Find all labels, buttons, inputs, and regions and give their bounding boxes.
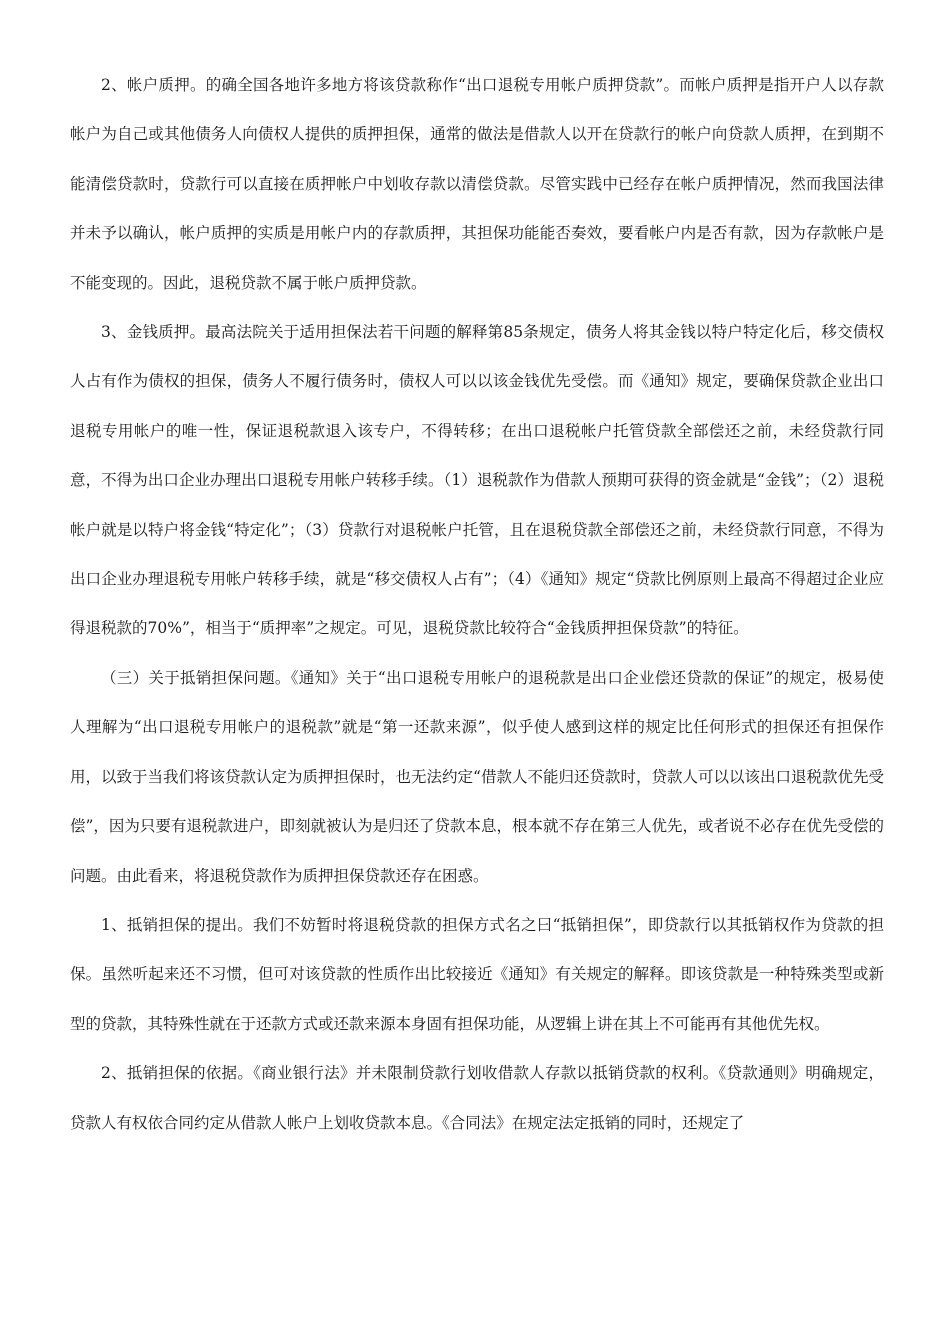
paragraph-set-off-proposal: 1、抵销担保的提出。我们不妨暂时将退税贷款的担保方式名之曰“抵销担保”，即贷款行以其抵销权作为贷款的担保。虽然听起来还不习惯，但可对该贷款的性质作出比较接近《通知》有关规定的解释。即该贷款是一种特殊类型或新型的贷款，其特殊性就在于还款方式或还款来源本身固有担保功能，从逻辑上讲在其上不可能再有其他优先权。	[70, 915, 884, 1033]
paragraph-account-pledge: 2、帐户质押。的确全国各地许多地方将该贷款称作“出口退税专用帐户质押贷款”。而帐户质押是指开户人以存款帐户为自己或其他债务人向债权人提供的质押担保，通常的做法是借款人以开在贷款行的帐户向贷款人质押，在到期不能清偿贷款时，贷款行可以直接在质押帐户中划收存款以清偿贷款。尽管实践中已经存在帐户质押情况，然而我国法律并未予以确认，帐户质押的实质是用帐户内的存款质押，其担保功能能否奏效，要看帐户内是否有款，因为存款帐户是不能变现的。因此，退税贷款不属于帐户质押贷款。	[70, 76, 884, 292]
document-body	[70, 61, 884, 1148]
paragraph-set-off-basis: 2、抵销担保的依据。《商业银行法》并未限制贷款行划收借款人存款以抵销贷款的权利。《贷款通则》明确规定，贷款人有权依合同约定从借款人帐户上划收贷款本息。《合同法》在规定法定抵销的同时，还规定了	[70, 1064, 884, 1132]
paragraph-set-off-guarantee-issue: （三）关于抵销担保问题。《通知》关于“出口退税专用帐户的退税款是出口企业偿还贷款的保证”的规定，极易使人理解为“出口退税专用帐户的退税款”就是“第一还款来源”，似乎使人感到这样的规定比任何形式的担保还有担保作用，以致于当我们将该贷款认定为质押担保时，也无法约定“借款人不能归还贷款时，贷款人可以以该出口退税款优先受偿”，因为只要有退税款进户，即刻就被认为是归还了贷款本息，根本就不存在第三人优先，或者说不必存在优先受偿的问题。由此看来，将退税贷款作为质押担保贷款还存在困惑。	[70, 668, 884, 885]
paragraph-money-pledge: 3、金钱质押。最高法院关于适用担保法若干问题的解释第85条规定，债务人将其金钱以特户特定化后，移交债权人占有作为债权的担保，债务人不履行债务时，债权人可以以该金钱优先受偿。而《通知》规定，要确保贷款企业出口退税专用帐户的唯一性，保证退税款退入该专户，不得转移；在出口退税帐户托管贷款全部偿还之前，未经贷款行同意，不得为出口企业办理出口退税专用帐户转移手续。（1）退税款作为借款人预期可获得的资金就是“金钱”；（2）退税帐户就是以特户将金钱“特定化”；（3）贷款行对退税帐户托管，且在退税贷款全部偿还之前，未经贷款行同意，不得为出口企业办理退税专用帐户转移手续，就是“移交债权人占有”；（4）《通知》规定“贷款比例原则上最高不得超过企业应得退税款的70%”，相当于“质押率”之规定。可见，退税贷款比较符合“金钱质押担保贷款”的特征。	[70, 323, 884, 638]
